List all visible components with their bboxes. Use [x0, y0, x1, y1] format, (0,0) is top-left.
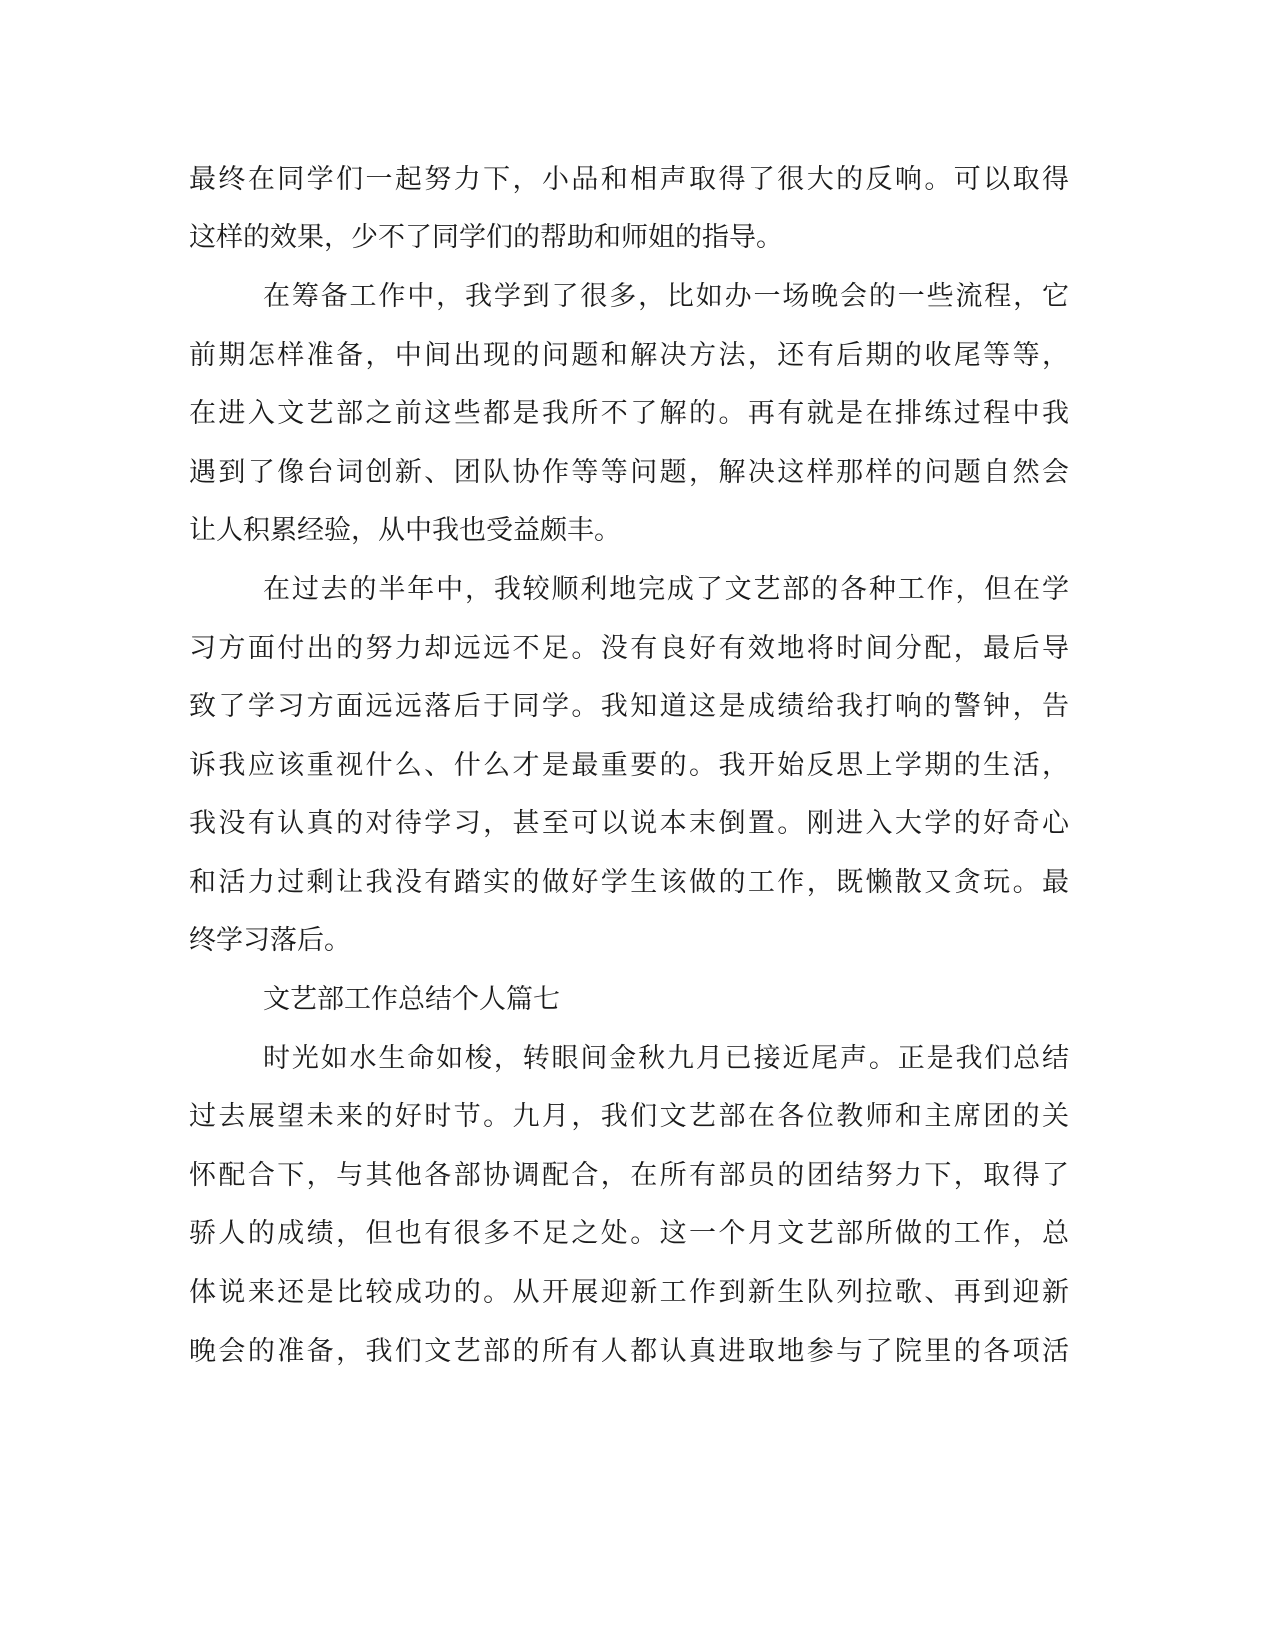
text-line: 时光如水生命如梭，转眼间金秋九月已接近尾声。正是我们总结	[263, 1043, 1069, 1074]
text-line: 让人积累经验，从中我也受益颇丰。	[189, 515, 621, 546]
text-line: 晚会的准备，我们文艺部的所有人都认真进取地参与了院里的各项活	[189, 1336, 1069, 1367]
text-line: 和活力过剩让我没有踏实的做好学生该做的工作，既懒散又贪玩。最	[189, 867, 1069, 898]
text-line: 这样的效果，少不了同学们的帮助和师姐的指导。	[189, 222, 783, 253]
text-line: 遇到了像台词创新、团队协作等等问题，解决这样那样的问题自然会	[189, 457, 1069, 488]
text-line: 过去展望未来的好时节。九月，我们文艺部在各位教师和主席团的关	[189, 1101, 1069, 1132]
text-line: 我没有认真的对待学习，甚至可以说本末倒置。刚进入大学的好奇心	[189, 808, 1069, 839]
text-line: 在进入文艺部之前这些都是我所不了解的。再有就是在排练过程中我	[189, 398, 1069, 429]
text-line: 诉我应该重视什么、什么才是最重要的。我开始反思上学期的生活，	[189, 750, 1069, 781]
text-line: 在过去的半年中，我较顺利地完成了文艺部的各种工作，但在学	[263, 574, 1069, 605]
text-line: 终学习落后。	[189, 925, 351, 956]
text-line: 体说来还是比较成功的。从开展迎新工作到新生队列拉歌、再到迎新	[189, 1277, 1069, 1308]
text-line: 怀配合下，与其他各部协调配合，在所有部员的团结努力下，取得了	[189, 1160, 1069, 1191]
text-line: 在筹备工作中，我学到了很多，比如办一场晚会的一些流程，它	[263, 281, 1069, 312]
text-line: 骄人的成绩，但也有很多不足之处。这一个月文艺部所做的工作，总	[189, 1218, 1069, 1249]
text-line: 前期怎样准备，中间出现的问题和解决方法，还有后期的收尾等等，	[189, 340, 1069, 371]
text-line: 致了学习方面远远落后于同学。我知道这是成绩给我打响的警钟，告	[189, 691, 1069, 722]
text-line: 习方面付出的努力却远远不足。没有良好有效地将时间分配，最后导	[189, 633, 1069, 664]
section-heading: 文艺部工作总结个人篇七	[263, 984, 560, 1015]
text-line: 最终在同学们一起努力下，小品和相声取得了很大的反响。可以取得	[189, 164, 1069, 195]
